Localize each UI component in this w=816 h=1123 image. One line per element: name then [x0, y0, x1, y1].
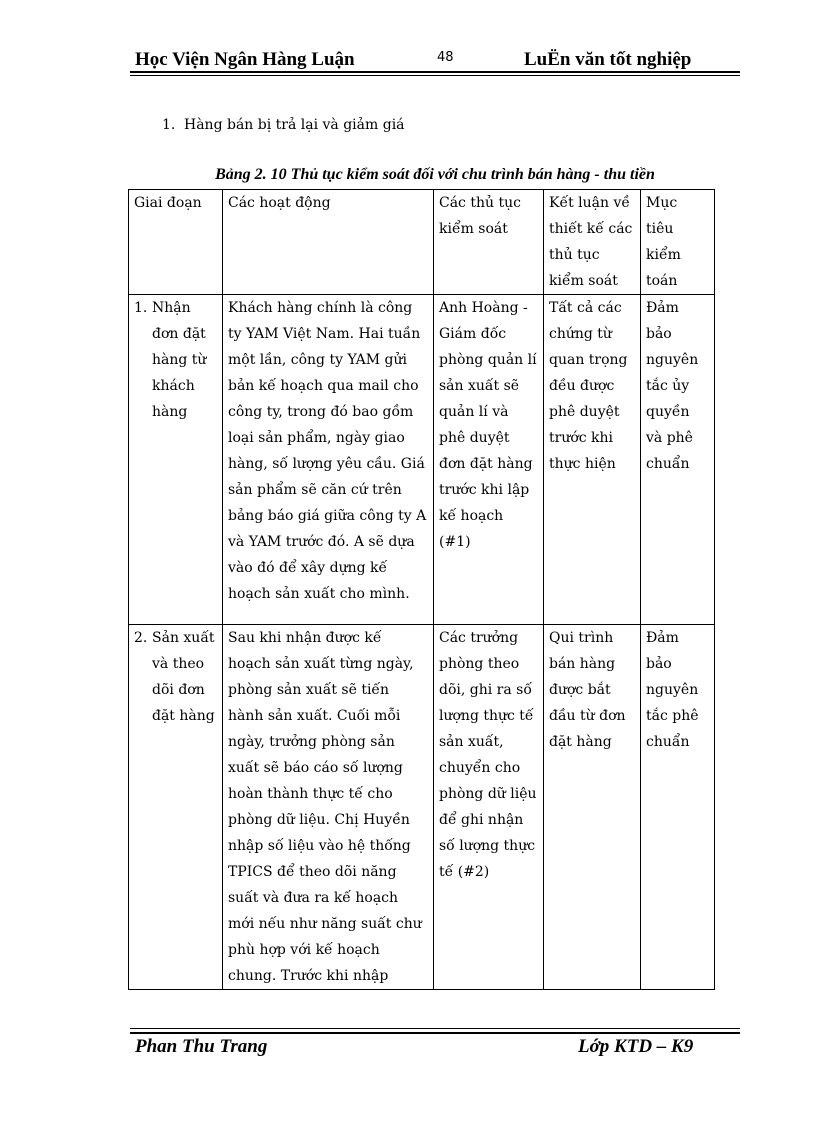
table-row: [129, 295, 715, 625]
class-name: Lớp KTD – K9: [578, 1036, 694, 1057]
section-title: Hàng bán bị trả lại và giảm giá: [184, 117, 405, 133]
conclusion-cell: [544, 295, 641, 625]
conclusion-text: Tất cả các chứng từ quan trọng đều được phê duyệt trước khi thực hiện: [549, 300, 628, 472]
control-table: [128, 189, 715, 990]
table-row: [129, 625, 715, 990]
conclusion-text: Qui trình bán hàng được bắt đầu từ đơn đặt hàng: [549, 630, 626, 750]
controls-text: Anh Hoàng - Giám đốc phòng quản lí sản xuất sẽ quản lí và phê duyệt đơn đặt hàng trước khi lập kế hoạch (#1): [439, 300, 537, 550]
header-cell-controls: [434, 190, 544, 295]
controls-cell: [434, 295, 544, 625]
objective-cell: Đảm bảo nguyên tắc ủy quyền và phê chuẩn: [641, 295, 715, 625]
header-cell-conclusion-text: Kết luận về thiết kế các thủ tục kiểm soát: [549, 195, 633, 289]
controls-cell: [434, 625, 544, 990]
header-cell-objective: Mục tiêu kiểm toán: [641, 190, 715, 295]
header-cell-stage: Giai đoạn: [129, 190, 223, 295]
header-cell-controls-text: Các thủ tục kiểm soát: [439, 195, 521, 237]
activities-cell: [223, 625, 434, 990]
footer-rule: [130, 1032, 740, 1034]
activities-text: Khách hàng chính là công ty YAM Việt Nam. Hai tuần một lần, công ty YAM gửi bản kế hoạch qua mail cho công ty, trong đó bao gồm loại sản phẩm, ngày giao hàng, số lượng yêu cầu. Giá sản phẩm sẽ căn cứ trên bảng báo giá giữa công ty A và YAM trước đó. A sẽ dựa vào đó để xây dựng kế hoạch sản xuất cho mình.: [228, 300, 427, 602]
section-number: 1.: [162, 117, 176, 133]
header-rule: [130, 71, 740, 73]
stage-number: 1.: [134, 300, 148, 316]
stage-cell: [129, 625, 223, 990]
author-name: Phan Thu Trang: [135, 1036, 268, 1057]
activities-cell: [223, 295, 434, 625]
section-heading: [162, 117, 405, 133]
header-cell-conclusion: [544, 190, 641, 295]
page-number: 48: [437, 50, 454, 65]
conclusion-cell: [544, 625, 641, 990]
controls-text: Các trưởng phòng theo dõi, ghi ra số lượng thực tế sản xuất, chuyển cho phòng dữ liệu để ghi nhận số lượng thực tế (#2): [439, 630, 537, 880]
table-header-row: [129, 190, 715, 295]
footer-rule-thin: [130, 1028, 740, 1029]
objective-cell: Đảm bảo nguyên tắc phê chuẩn: [641, 625, 715, 990]
header-title: Học Viện Ngân Hàng Luận: [135, 49, 355, 70]
stage-text: Sản xuất và theo dõi đơn đặt hàng: [152, 630, 215, 724]
stage-cell: [129, 295, 223, 625]
stage-number: 2.: [134, 630, 148, 646]
stage-text: Nhận đơn đặt hàng từ khách hàng: [152, 300, 207, 420]
header-subtitle: LuËn văn tốt nghiệp: [524, 49, 692, 70]
activities-text: Sau khi nhận được kế hoạch sản xuất từng ngày, phòng sản xuất sẽ tiến hành sản xuất. Cuối mỗi ngày, trưởng phòng sản xuất sẽ báo cáo số lượng hoàn thành thực tế cho phòng dữ liệu. Chị Huyền nhập số liệu vào hệ thống TPICS để theo dõi năng suất và đưa ra kế hoạch mới nếu như năng suất chư phù hợp với kế hoạch chung. Trước khi nhập: [228, 630, 422, 984]
header-cell-activities: Các hoạt động: [223, 190, 434, 295]
table-caption: Bảng 2. 10 Thủ tục kiểm soát đối với chu trình bán hàng - thu tiền: [215, 166, 655, 183]
header-rule-thin: [130, 75, 740, 76]
